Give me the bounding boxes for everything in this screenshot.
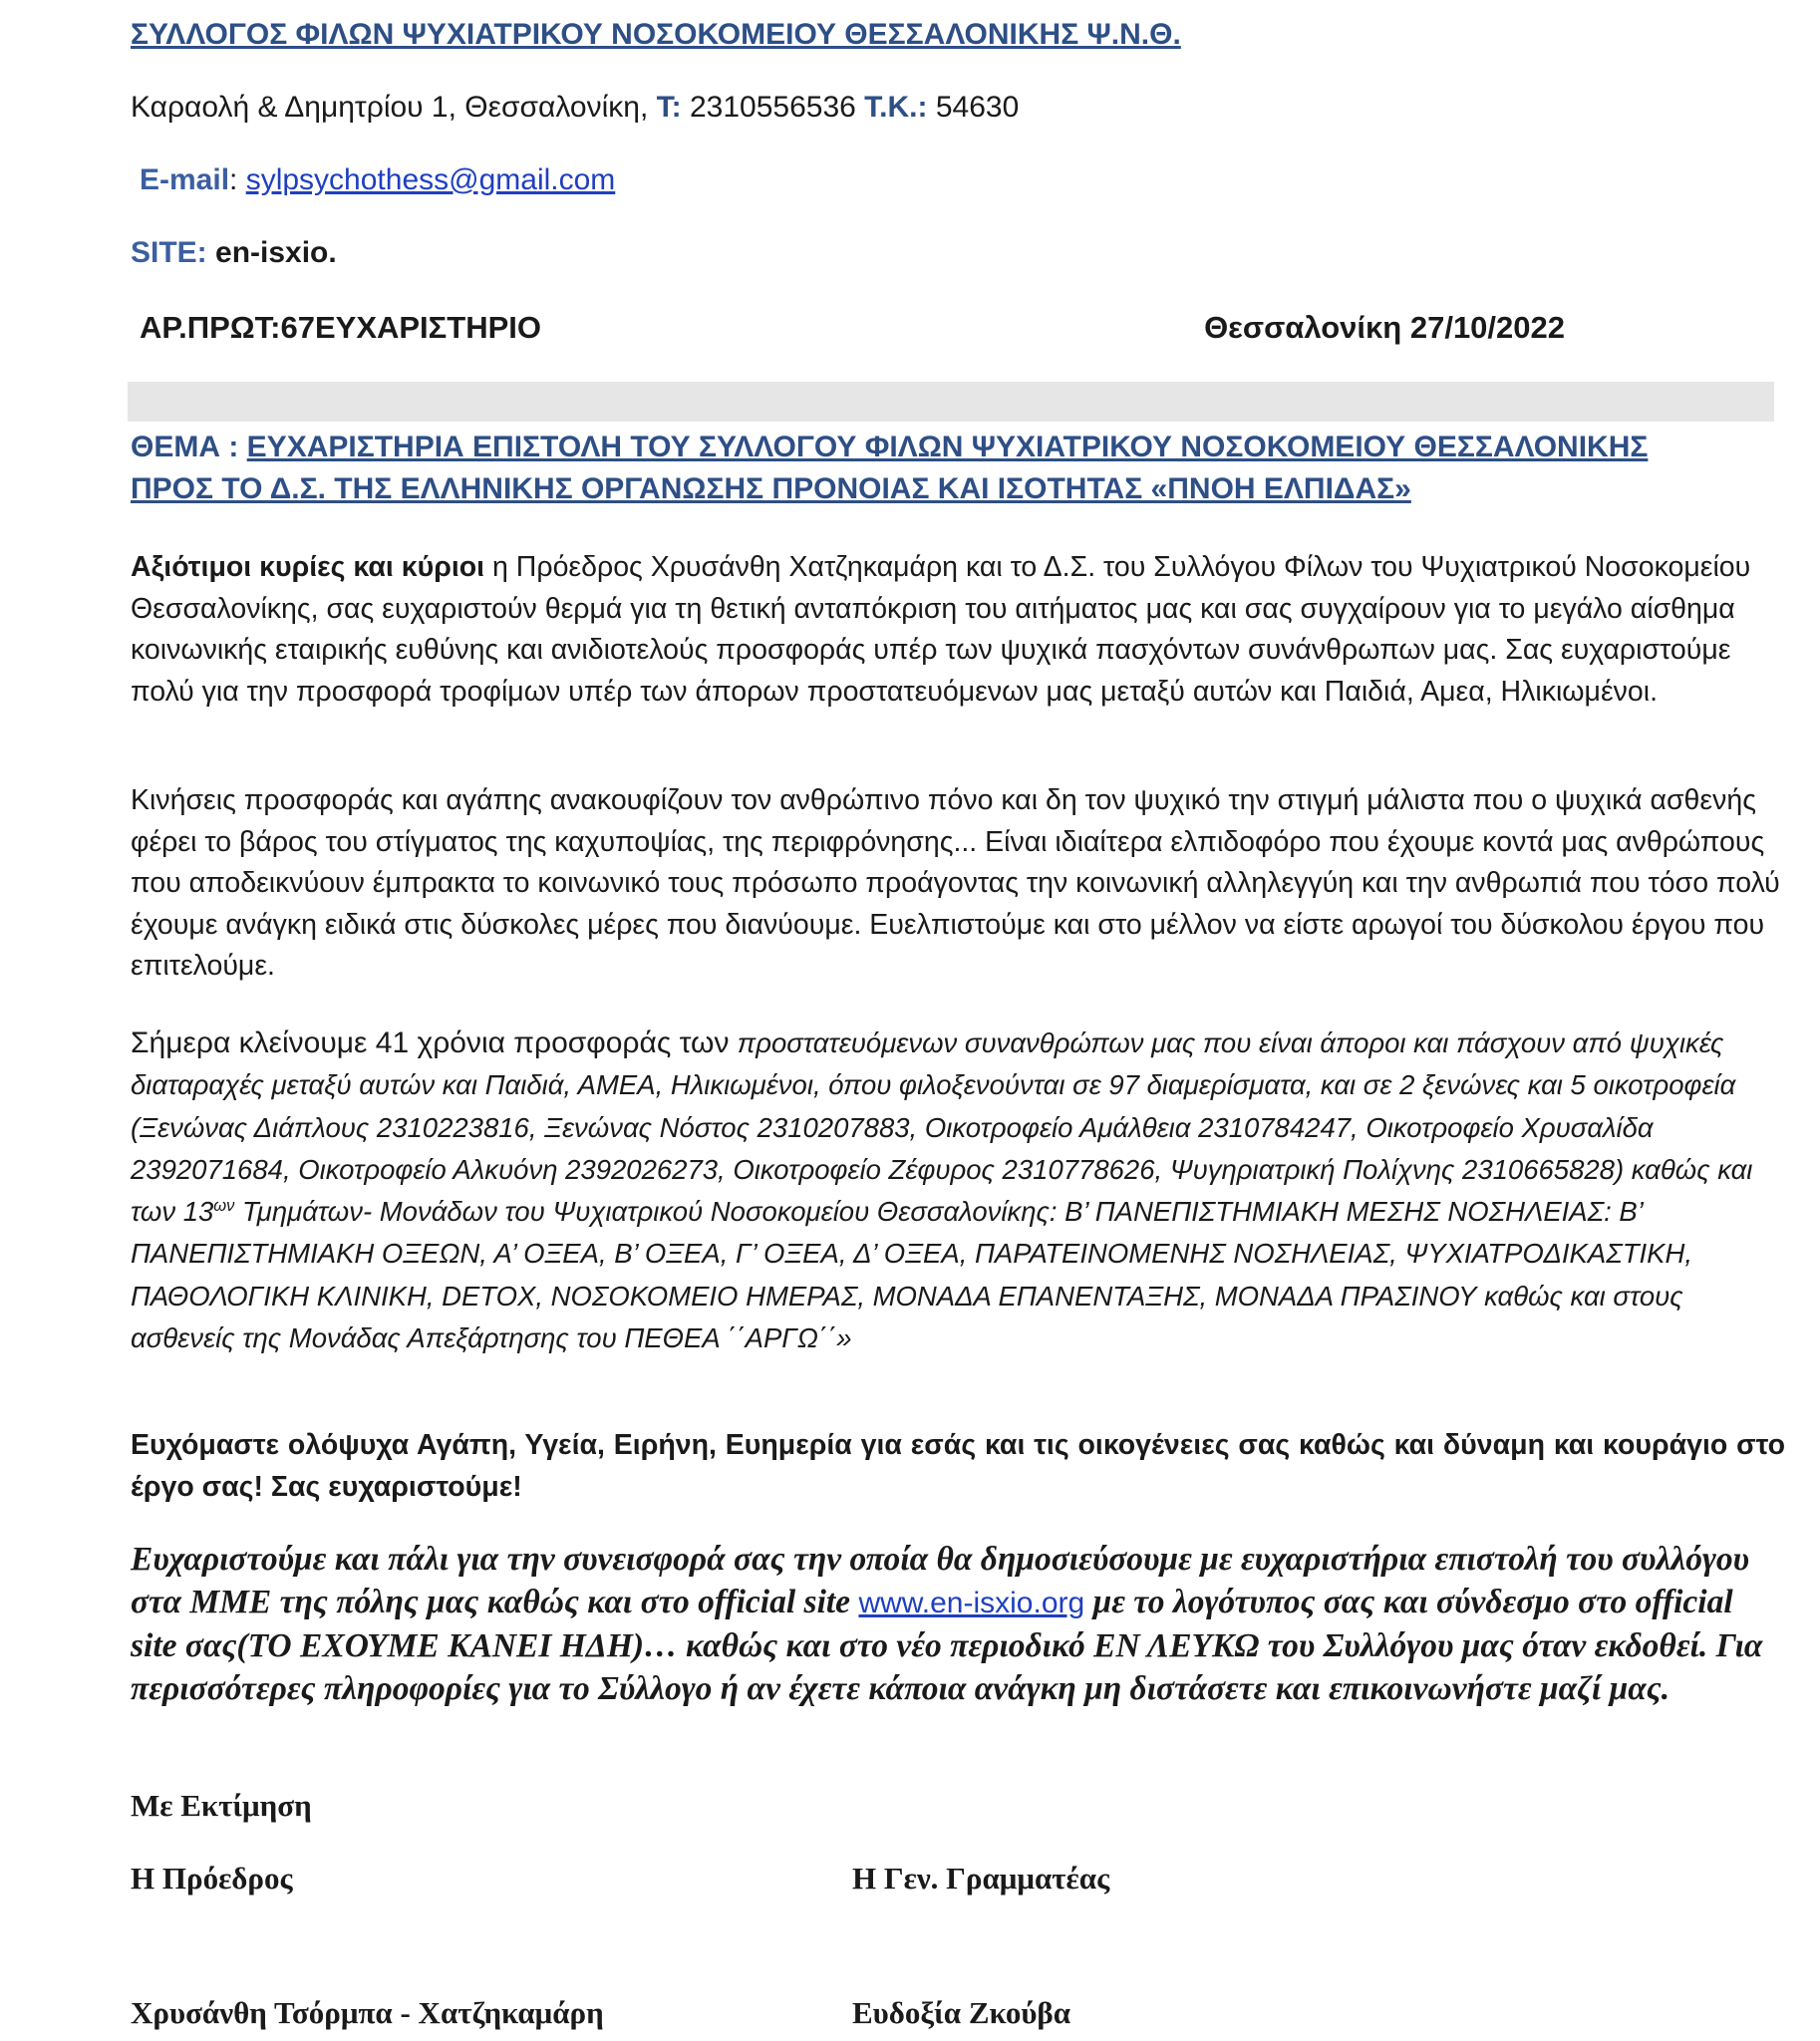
- signatory-role-president: Η Πρόεδρος: [131, 1861, 293, 1895]
- site-line: [131, 233, 337, 273]
- paragraph-greeting: [131, 547, 1785, 713]
- email-separator: :: [229, 163, 246, 196]
- paragraph-offering: Κινήσεις προσφοράς και αγάπης ανακουφίζουν τον ανθρώπινο πόνο και δη τον ψυχικό την στιγμή μάλιστα που ο ψυχικά ασθενής φέρει το βάρος του στίγματος της καχυποψίας, της περιφρόνησης... Είναι ιδιαίτερα ελπιδοφόρο που έχουμε κοντά μας ανθρώπους που αποδεικνύουν έμπρακτα το κοινωνικό τους πρόσωπο προάγοντας την κοινωνική αλληλεγγύη και την ανθρωπιά που τόσο πολύ έχουμε ανάγκη ειδικά στις δύσκολες μέρες που διανύουμε. Ευελπιστούμε και στο μέλλον να είστε αρωγοί του δύσκολου έργου που επιτελούμε.: [131, 784, 1780, 982]
- subject-label: ΘΕΜΑ :: [131, 431, 247, 463]
- separator-band: [128, 382, 1774, 422]
- subject-line-2: ΠΡΟΣ ΤΟ Δ.Σ. ΤΗΣ ΕΛΛΗΝΙΚΗΣ ΟΡΓΑΝΩΣΗΣ ΠΡΟΝΟΙΑΣ ΚΑΙ ΙΣΟΤΗΤΑΣ «ΠΝΟΗ ΕΛΠΙΔΑΣ»: [131, 472, 1411, 505]
- greeting-lead: Αξιότιμοι κυρίες και κύριοι: [131, 551, 485, 583]
- history-text-b: Τμημάτων- Μονάδων του Ψυχιατρικού Νοσοκομείου Θεσσαλονίκης: Β’ ΠΑΝΕΠΙΣΤΗΜΙΑΚΗ ΜΕΣΗΣ ΝΟΣΗΛΕΙΑΣ: Β’ ΠΑΝΕΠΙΣΤΗΜΙΑΚΗ ΟΞΕΩΝ, Α’ ΟΞΕΑ, Β’ ΟΞΕΑ, Γ’ ΟΞΕΑ, Δ’ ΟΞΕΑ, ΠΑΡΑΤΕΙΝΟΜΕΝΗΣ ΝΟΣΗΛΕΙΑΣ, ΨΥΧΙΑΤΡΟΔΙΚΑΣΤΙΚΗ, ΠΑΘΟΛΟΓΙΚΗ ΚΛΙΝΙΚΗ, DETOX, ΝΟΣΟΚΟΜΕΙΟ ΗΜΕΡΑΣ, ΜΟΝΑΔΑ ΕΠΑΝΕΝΤΑΞΗΣ, ΜΟΝΑΔΑ ΠΡΑΣΙΝΟΥ καθώς και στους ασθενείς της Μονάδας Απεξάρτησης του ΠΕΘΕΑ ΄΄ΑΡΓΩ΄΄»: [131, 1196, 1692, 1354]
- paragraph-publication: [131, 1538, 1785, 1710]
- email-link[interactable]: sylpsychothess@gmail.com: [245, 163, 616, 196]
- website-link[interactable]: www.en-isxio.org: [858, 1587, 1085, 1619]
- signatory-name-president: Χρυσάνθη Τσόρμπα - Χατζηκαμάρη: [131, 1995, 604, 2030]
- history-text-a: προστατευόμενων συνανθρώπων μας που είναι άποροι και πάσχουν από ψυχικές διαταραχές μεταξύ αυτών και Παιδιά, ΑΜΕΑ, Ηλικιωμένοι, όπου φιλοξενούνται σε 97 διαμερίσματα, και σε 2 ξενώνες και 5 οικοτροφεία (Ξενώνας Διάπλους 2310223816, Ξενώνας Νόστος 2310207883, Οικοτροφείο Αμάλθεια 2310784247, Οικοτροφείο Χρυσαλίδα 2392071684, Οικοτροφείο Αλκυόνη 2392026273, Οικοτροφείο Ζέφυρος 2310778626, Ψυγηριατρική Πολίχνης 2310665828) καθώς και των 13: [131, 1027, 1753, 1228]
- letter-date: Θεσσαλονίκη 27/10/2022: [1204, 310, 1565, 345]
- publication-text-a: Ευχαριστούμε και πάλι για την συνεισφορά σας την οποία θα δημοσιεύσουμε με ευχαριστήρια επιστολή του συλλόγου στα ΜΜΕ της πόλης μας καθώς και στο official site: [131, 1541, 1750, 1620]
- organization-title: ΣΥΛΛΟΓΟΣ ΦΙΛΩΝ ΨΥΧΙΑΤΡΙΚΟΥ ΝΟΣΟΚΟΜΕΙΟΥ ΘΕΣΣΑΛΟΝΙΚΗΣ Ψ.Ν.Θ.: [131, 18, 1181, 51]
- history-lead: Σήμερα κλείνουμε 41 χρόνια προσφοράς των: [131, 1026, 738, 1059]
- phone-number: 2310556536: [681, 91, 865, 124]
- signatory-role-secretary: Η Γεν. Γραμματέας: [852, 1861, 1110, 1895]
- paragraph-history: [131, 1022, 1785, 1359]
- signatory-name-secretary: Ευδοξία Ζκούβα: [852, 1995, 1071, 2030]
- postal-code-label: Τ.Κ.:: [864, 91, 928, 124]
- paragraph-wishes: Ευχόμαστε ολόψυχα Αγάπη, Υγεία, Ειρήνη, Ευημερία για εσάς και τις οικογένειες σας καθώς και δύναμη και κουράγιο στο έργο σας! Σας ευχαριστούμε!: [131, 1429, 1785, 1503]
- subject-block: [131, 427, 1785, 510]
- email-line: [140, 160, 615, 200]
- subject-line-1: ΕΥΧΑΡΙΣΤΗΡΙΑ ΕΠΙΣΤΟΛΗ ΤΟΥ ΣΥΛΛΟΓΟΥ ΦΙΛΩΝ ΨΥΧΙΑΤΡΙΚΟΥ ΝΟΣΟΚΟΜΕΙΟΥ ΘΕΣΣΑΛΟΝΙΚΗΣ: [246, 431, 1649, 463]
- reference-row: [140, 308, 1565, 348]
- site-label: SITE:: [131, 236, 207, 269]
- greeting-text: η Πρόεδρος Χρυσάνθη Χατζηκαμάρη και το Δ.Σ. του Συλλόγου Φίλων του Ψυχιατρικού Νοσοκομείου Θεσσαλονίκης, σας ευχαριστούν θερμά για τη θετική ανταπόκριση του αιτήματος μας και σας συγχαίρουν για το μεγάλο αίσθημα κοινωνικής εταιρικής ευθύνης και ανιδιοτελούς προσφοράς υπέρ των ψυχικά πασχόντων συνάνθρωπων μας. Σας ευχαριστούμε πολύ για την προσφορά τροφίμων υπέρ των άπορων προστατευόμενων μας μεταξύ αυτών και Παιδιά, Αμεα, Ηλικιωμένοι.: [131, 551, 1751, 708]
- protocol-number: ΑΡ.ΠΡΩΤ:67ΕΥΧΑΡΙΣΤΗΡΙΟ: [140, 310, 541, 345]
- publication-text-b: με το λογότυπος σας και σύνδεσμο στο official site σας(ΤΟ ΕΧΟΥΜΕ ΚΑΝΕΙ ΗΔΗ)… καθώς και στο νέο περιοδικό ΕΝ ΛΕΥΚΩ του Συλλόγου μας όταν εκδοθεί. Για περισσότερες πληροφορίες για το Σύλλογο ή αν έχετε κάποια ανάγκη μη διστάσετε και επικοινωνήστε μαζί μας.: [131, 1584, 1763, 1707]
- history-superscript: ων: [213, 1197, 235, 1216]
- address-line: [131, 88, 1019, 128]
- postal-code: 54630: [927, 91, 1020, 124]
- email-label: E-mail: [140, 163, 230, 196]
- phone-label: Τ:: [656, 91, 682, 124]
- address-text: Καραολή & Δημητρίου 1, Θεσσαλονίκη,: [131, 91, 657, 124]
- site-value: en-isxio.: [206, 236, 337, 269]
- closing-regards: Με Εκτίμηση: [131, 1788, 312, 1823]
